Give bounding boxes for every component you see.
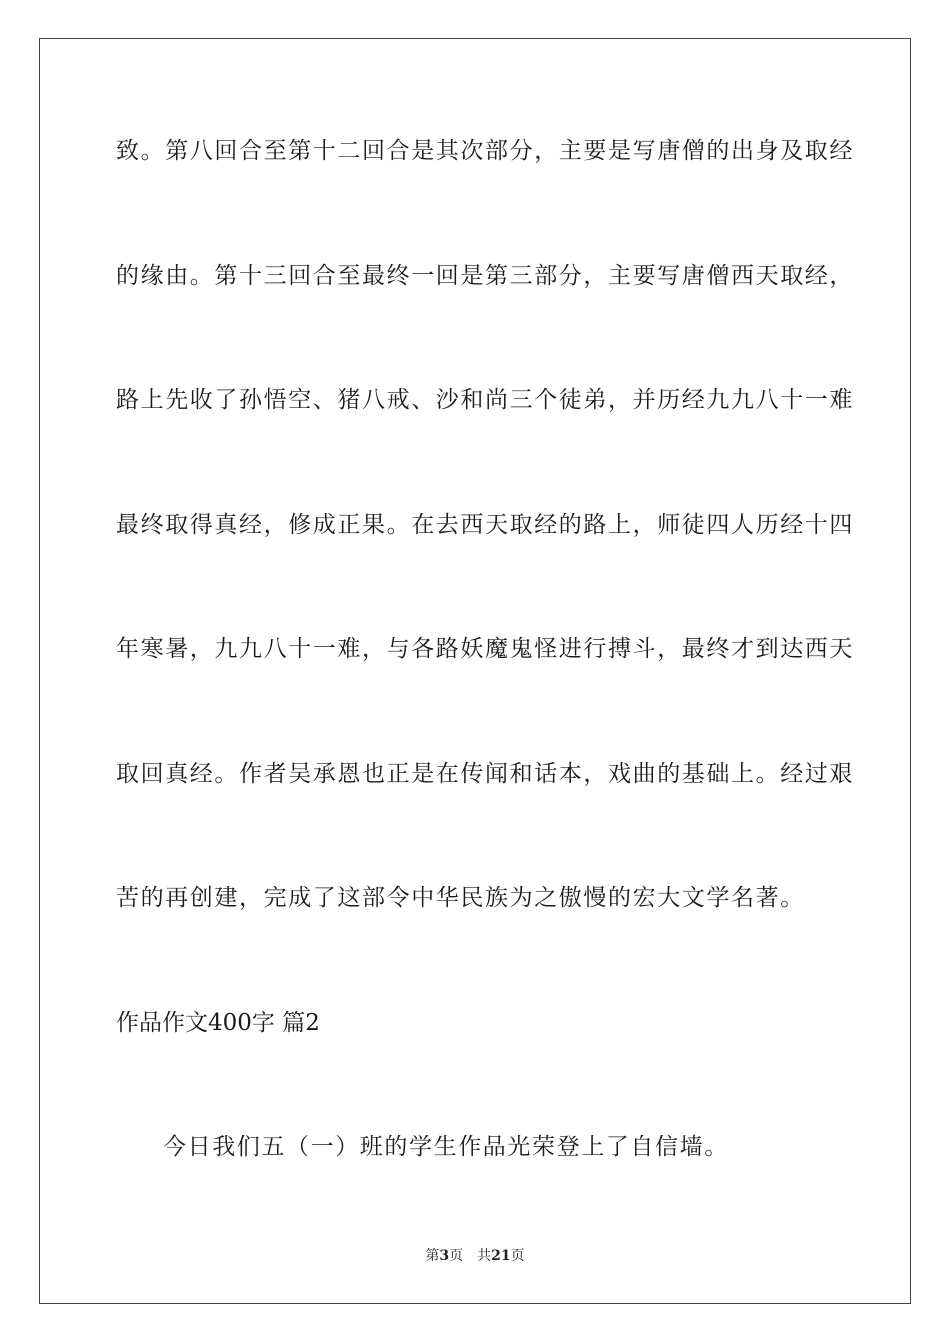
total-prefix: 共 [477, 1248, 492, 1264]
total-pages: 21 [491, 1248, 511, 1264]
page-number: 3 [439, 1248, 450, 1264]
total-suffix: 页 [510, 1248, 525, 1264]
body-line-7: 苦的再创建，完成了这部令中华民族为之傲慢的宏大文学名著。 [116, 885, 805, 911]
body-line-4: 最终取得真经，修成正果。在去西天取经的路上，师徒四人历经十四 [116, 512, 854, 538]
paragraph-2-line-1: 今日我们五（一）班的学生作品光荣登上了自信墙。 [163, 1134, 729, 1160]
body-line-3: 路上先收了孙悟空、猪八戒、沙和尚三个徒弟，并历经九九八十一难 [116, 387, 854, 413]
page-suffix: 页 [449, 1248, 464, 1264]
section-heading: 作品作文400字 篇2 [116, 1010, 320, 1036]
body-line-1: 致。第八回合至第十二回合是其次部分，主要是写唐僧的出身及取经 [116, 138, 854, 164]
page-border [39, 38, 911, 1304]
body-line-2: 的缘由。第十三回合至最终一回是第三部分，主要写唐僧西天取经， [116, 263, 854, 289]
body-line-5: 年寒暑，九九八十一难，与各路妖魔鬼怪进行搏斗，最终才到达西天 [116, 636, 854, 662]
body-line-6: 取回真经。作者吴承恩也正是在传闻和话本，戏曲的基础上。经过艰 [116, 761, 854, 787]
page-prefix: 第 [425, 1248, 440, 1264]
page-footer [0, 1247, 950, 1265]
